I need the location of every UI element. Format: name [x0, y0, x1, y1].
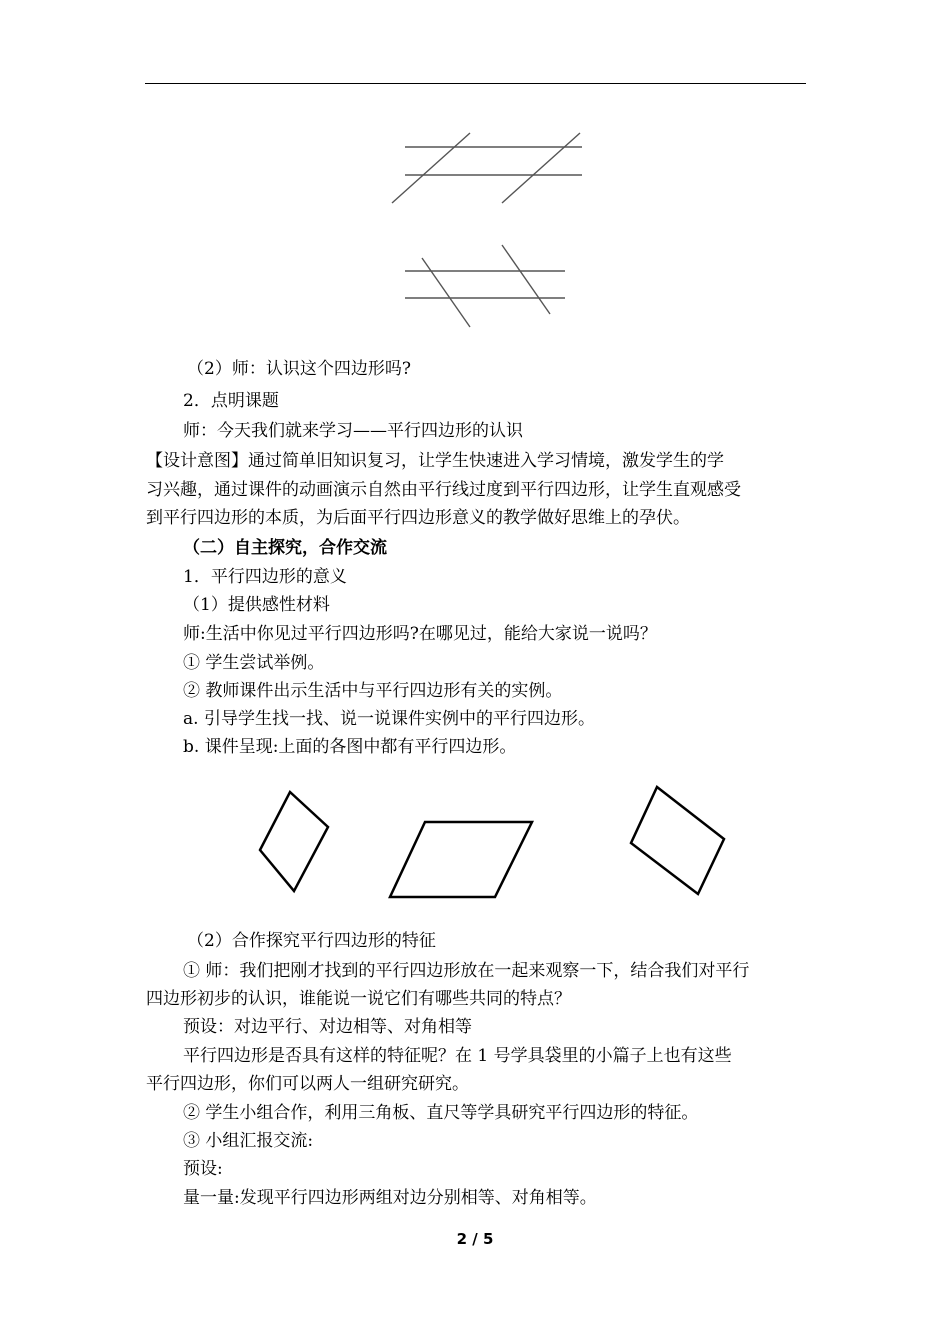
- header-rule: [145, 83, 806, 84]
- parallel-lines-figure-2: [380, 240, 580, 340]
- page-number: 2 / 5: [456, 1230, 494, 1248]
- text-line-1: （2）师：认识这个四边形吗?: [187, 359, 411, 379]
- text-line-2: 2．点明课题: [183, 391, 279, 411]
- text-line-15: （2）合作探究平行四边形的特征: [187, 931, 436, 951]
- parallelograms-figure: [250, 780, 740, 905]
- text-line-21: ② 学生小组合作，利用三角板、直尺等学具研究平行四边形的特征。: [183, 1103, 699, 1123]
- slanted-line-left: [392, 133, 470, 203]
- text-line-23: 预设:: [183, 1159, 223, 1179]
- text-line-3: 师：今天我们就来学习——平行四边形的认识: [183, 421, 523, 441]
- text-line-11: ① 学生尝试举例。: [183, 653, 325, 673]
- slanted-line-right: [502, 133, 580, 203]
- text-line-14: b. 课件呈现:上面的各图中都有平行四边形。: [183, 737, 517, 757]
- text-line-10: 师:生活中你见过平行四边形吗?在哪见过，能给大家说一说吗？: [183, 624, 657, 644]
- parallelogram-tilted-right: [631, 787, 724, 894]
- text-line-6: 到平行四边形的本质，为后面平行四边形意义的教学做好思维上的孕伏。: [146, 508, 690, 528]
- slanted-line-right: [502, 245, 550, 314]
- text-line-5: 习兴趣，通过课件的动画演示自然由平行线过度到平行四边形，让学生直观感受: [146, 480, 741, 500]
- parallel-lines-figure-1: [380, 120, 600, 220]
- text-line-8: 1．平行四边形的意义: [183, 567, 347, 587]
- text-line-24: 量一量:发现平行四边形两组对边分别相等、对角相等。: [183, 1188, 597, 1208]
- text-line-18: 预设：对边平行、对边相等、对角相等: [183, 1017, 472, 1037]
- section-heading: （二）自主探究，合作交流: [183, 538, 387, 558]
- text-line-20: 平行四边形，你们可以两人一组研究研究。: [146, 1074, 469, 1094]
- parallelogram-rhombus-left: [260, 792, 328, 891]
- text-line-9: （1）提供感性材料: [183, 595, 330, 615]
- slanted-line-left: [422, 258, 470, 327]
- text-line-12: ② 教师课件出示生活中与平行四边形有关的实例。: [183, 681, 563, 701]
- text-line-17: 四边形初步的认识，谁能说一说它们有哪些共同的特点？: [146, 989, 571, 1009]
- text-line-19: 平行四边形是否具有这样的特征呢？在 1 号学具袋里的小篇子上也有这些: [183, 1046, 732, 1066]
- text-line-16: ① 师：我们把刚才找到的平行四边形放在一起来观察一下，结合我们对平行: [183, 961, 750, 981]
- text-line-4: 【设计意图】通过简单旧知识复习，让学生快速进入学习情境，激发学生的学: [146, 451, 724, 471]
- text-line-22: ③ 小组汇报交流:: [183, 1131, 314, 1151]
- parallelogram-wide-center: [390, 822, 532, 897]
- text-line-13: a. 引导学生找一找、说一说课件实例中的平行四边形。: [183, 709, 595, 729]
